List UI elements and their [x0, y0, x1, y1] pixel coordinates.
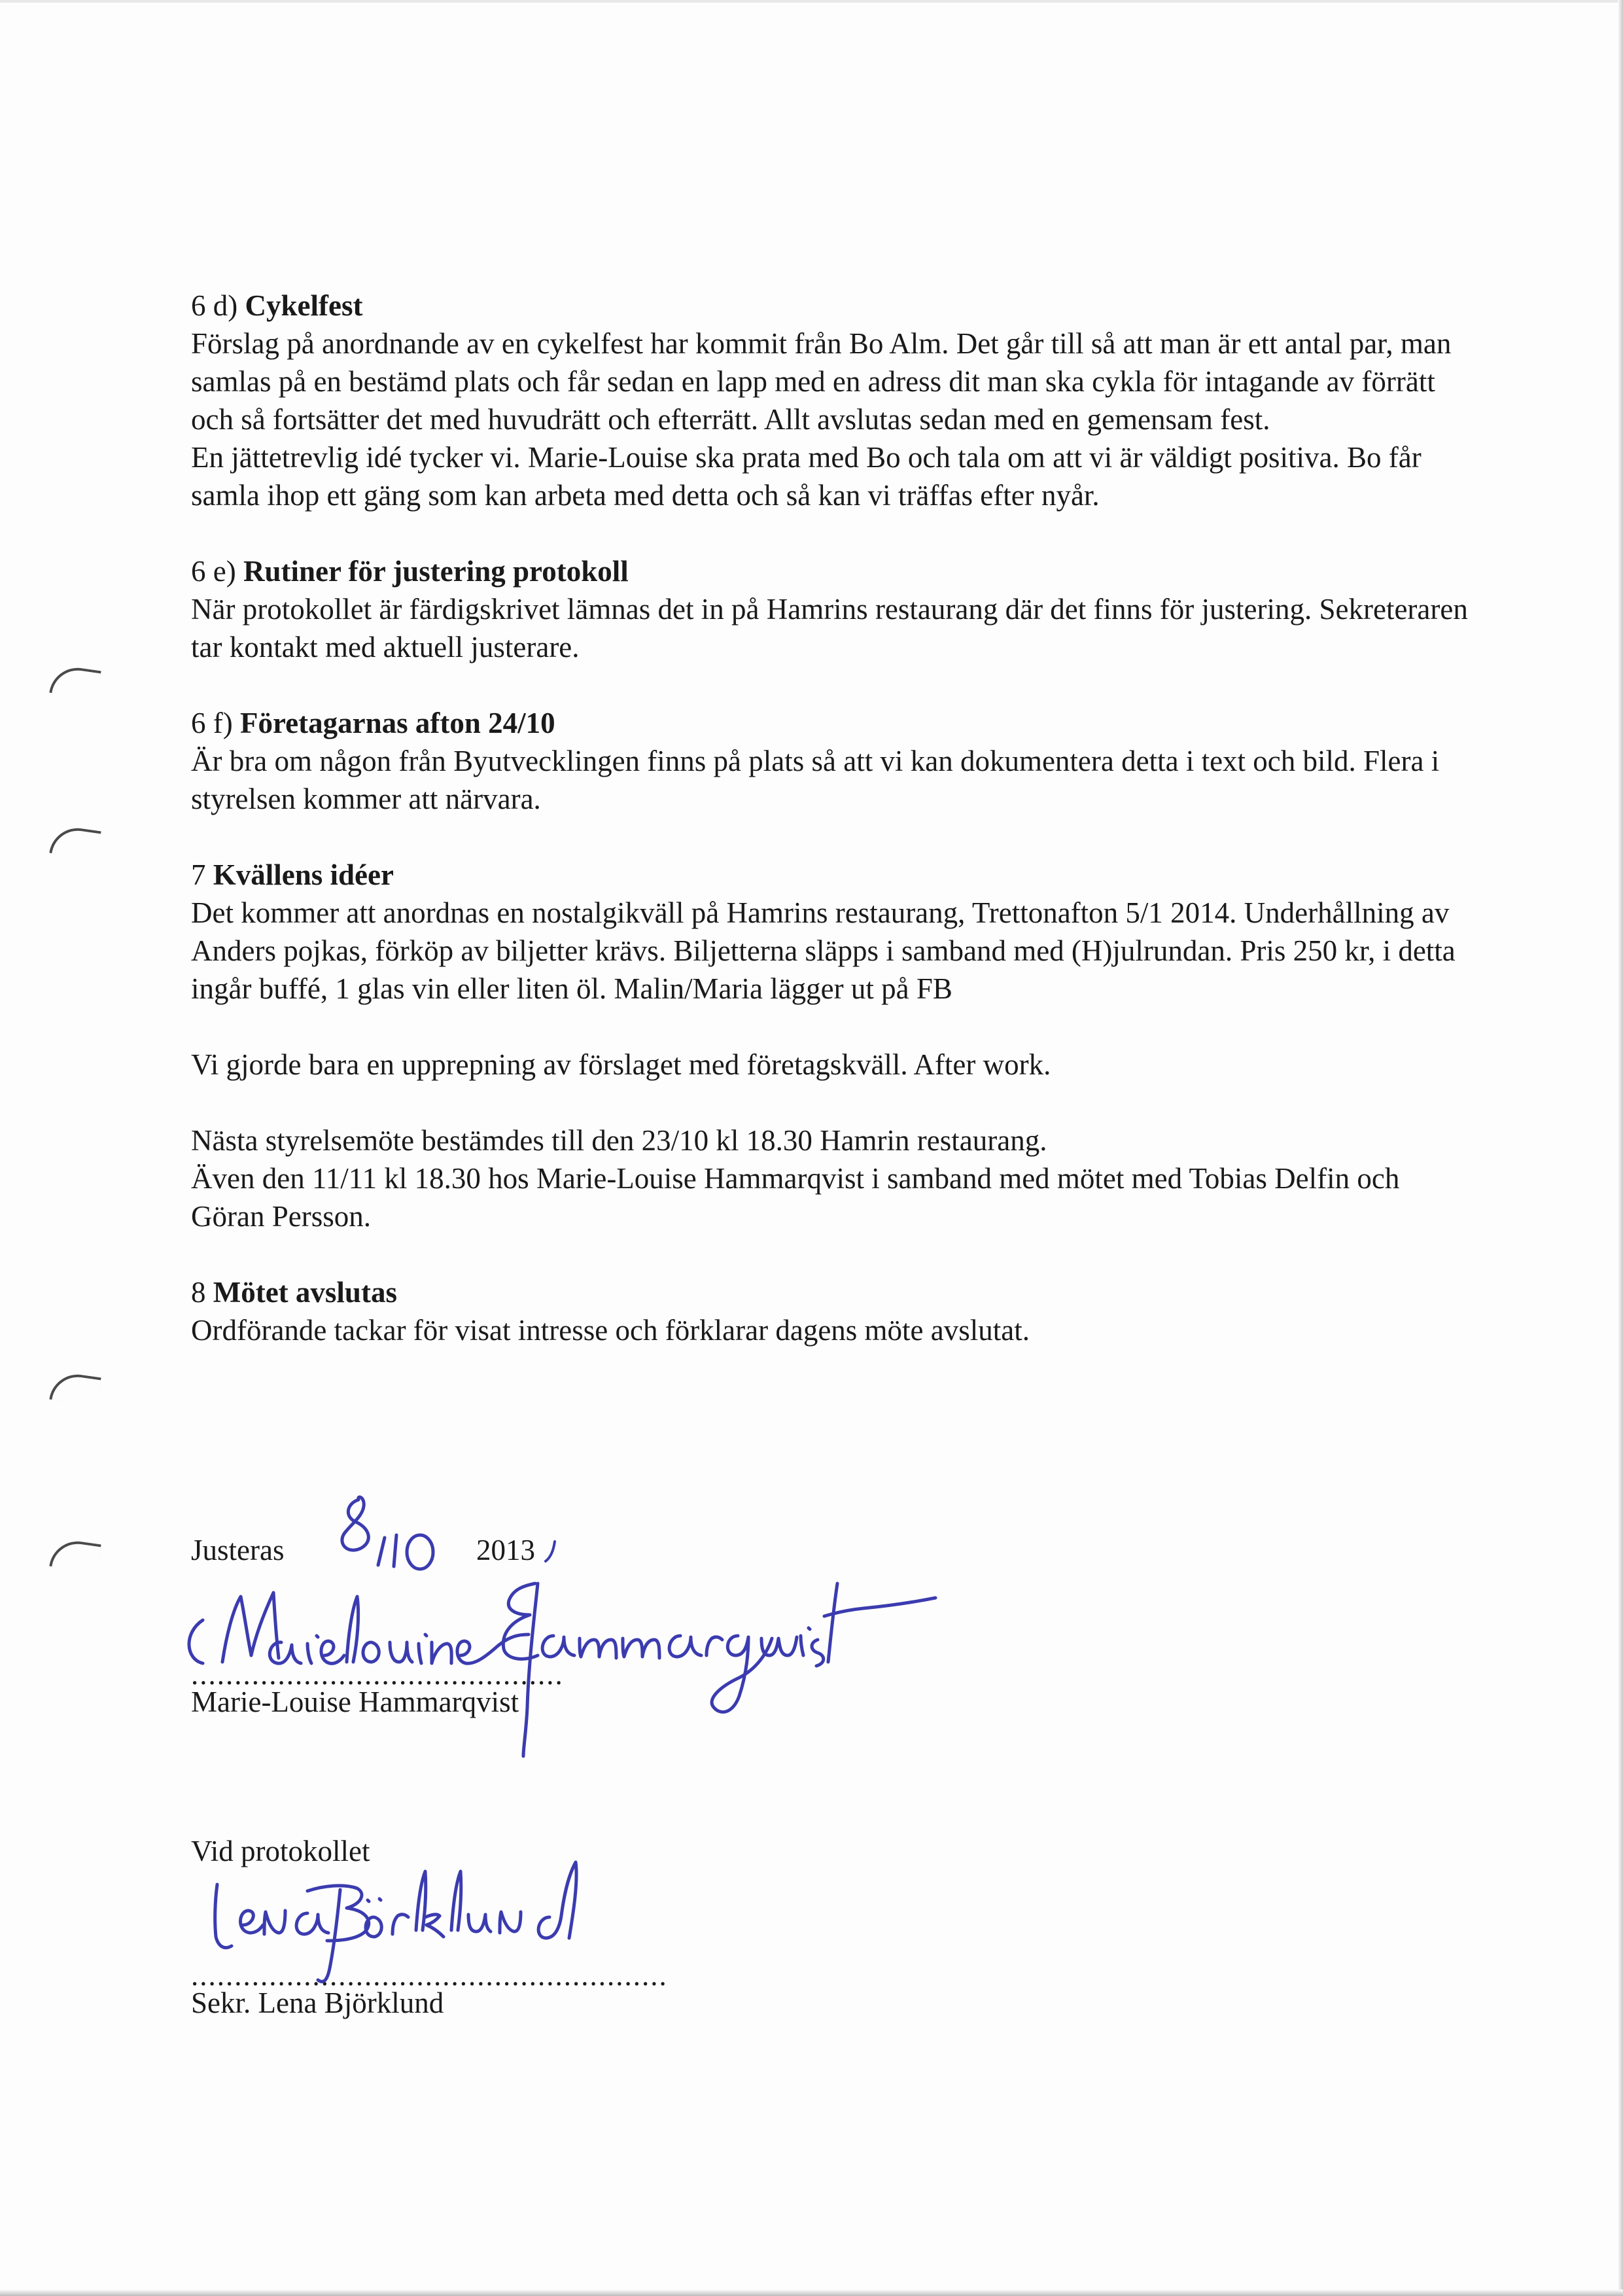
punch-hole-mark-1 [49, 664, 101, 699]
section-number: 6 f) [191, 707, 233, 739]
section-number: 6 e) [191, 555, 236, 588]
free-paragraph-next-meeting [191, 1122, 1473, 1235]
section-title: Företagarnas afton 24/10 [239, 707, 555, 739]
section-6d [191, 287, 1473, 514]
minutes-body [191, 287, 1473, 1387]
section-heading [191, 704, 1473, 742]
paragraph-text: Nästa styrelsemöte bestämdes till den 23/10 kl 18.30 Hamrin restaurang. Även den 11/11 kl 18.30 hos Marie-Louise Hammarqvist i samband med mötet med Tobias Delfin och Göran Persson. [191, 1124, 1400, 1233]
section-heading [191, 287, 1473, 325]
section-paragraph: Det kommer att anordnas en nostalgikväll på Hamrins restaurang, Trettonafton 5/1 2014. Underhållning av Anders pojkas, förköp av biljetter krävs. Biljetterna släpps i samband med (H)julrundan. Pris 250 kr, i detta ingår buffé, 1 glas vin eller liten öl. Malin/Maria lägger ut på FB [191, 896, 1456, 1005]
section-paragraph: Förslag på anordnande av en cykelfest har kommit från Bo Alm. Det går till så att man är ett antal par, man samlas på en bestämd plats och får sedan en lapp med en adress dit man ska cykla för intagande av förrätt och så fortsätter det med huvudrätt och efterrätt. Allt avslutas sedan med en gemensam fest. [191, 327, 1452, 436]
section-7 [191, 856, 1473, 1008]
record-label: Vid protokollet [191, 1835, 370, 1867]
punch-hole-mark-2 [49, 824, 101, 860]
section-title: Kvällens idéer [213, 858, 394, 891]
section-heading [191, 1273, 1473, 1311]
scan-edge-right [1618, 0, 1623, 2296]
justeras-signer-name: Marie-Louise Hammarqvist [191, 1686, 519, 1718]
scan-edge-top [0, 0, 1623, 3]
section-paragraph: När protokollet är färdigskrivet lämnas det in på Hamrins restaurang där det finns för justering. Sekreteraren tar kontakt med aktuell justerare. [191, 593, 1468, 663]
record-signer-name: Sekr. Lena Björklund [191, 1987, 444, 2019]
section-paragraph: Ordförande tackar för visat intresse och förklarar dagens möte avslutat. [191, 1314, 1030, 1347]
section-heading [191, 552, 1473, 590]
section-title: Rutiner för justering protokoll [243, 555, 629, 588]
section-title: Cykelfest [245, 289, 363, 322]
justeras-signature-line: ........................................... [191, 1658, 564, 1691]
free-paragraph-afterwork [191, 1046, 1473, 1084]
section-number: 8 [191, 1276, 206, 1309]
justeras-year: 2013 [476, 1534, 535, 1566]
paragraph-text: Vi gjorde bara en upprepning av förslaget med företagskväll. After work. [191, 1048, 1051, 1081]
section-6f [191, 704, 1473, 818]
record-signature-line: ....................................................... [191, 1959, 668, 1992]
section-number: 6 d) [191, 289, 238, 322]
justeras-label: Justeras [191, 1534, 285, 1566]
section-8 [191, 1273, 1473, 1349]
section-paragraph: En jättetrevlig idé tycker vi. Marie-Louise ska prata med Bo och tala om att vi är väldigt positiva. Bo får samla ihop ett gäng som kan arbeta med detta och så kan vi träffas efter nyår. [191, 441, 1422, 512]
section-number: 7 [191, 858, 206, 891]
section-title: Mötet avslutas [213, 1276, 397, 1309]
scan-edge-bottom [0, 2289, 1623, 2296]
punch-hole-mark-4 [49, 1538, 101, 1573]
section-6e [191, 552, 1473, 666]
punch-hole-mark-3 [49, 1371, 101, 1406]
section-paragraph: Är bra om någon från Byutvecklingen finns på plats så att vi kan dokumentera detta i text och bild. Flera i styrelsen kommer att närvara. [191, 745, 1440, 815]
section-heading [191, 856, 1473, 894]
